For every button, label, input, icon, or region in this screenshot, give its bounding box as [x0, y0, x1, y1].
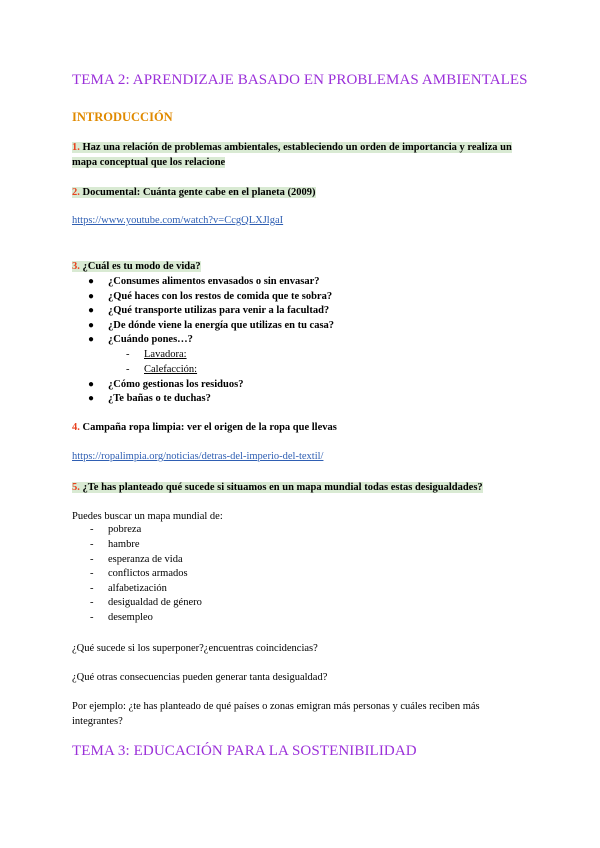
- intro-heading: INTRODUCCIÓN: [72, 110, 173, 124]
- paragraph-superponer: ¿Qué sucede si los superponer?¿encuentras coincidencias?: [72, 643, 318, 654]
- question-1-number: 1.: [72, 142, 80, 153]
- map-intro: Puedes buscar un mapa mundial de:: [72, 511, 223, 522]
- question-4-text: Campaña ropa limpia: ver el origen de la ropa que llevas: [82, 422, 337, 433]
- question-1: [72, 140, 532, 170]
- question-5-number: 5.: [72, 482, 80, 493]
- question-4-number: 4.: [72, 422, 80, 433]
- paragraph-ejemplo: Por ejemplo: ¿te has planteado de qué países o zonas emigran más personas y cuáles reciben más integrantes?: [72, 701, 480, 727]
- paragraph-consecuencias: ¿Qué otras consecuencias pueden generar tanta desigualdad?: [72, 672, 328, 683]
- question-3: [72, 259, 201, 274]
- question-2-text: Documental: Cuánta gente cabe en el planeta (2009): [82, 187, 316, 198]
- tema3-title: TEMA 3: EDUCACIÓN PARA LA SOSTENIBILIDAD: [72, 743, 417, 759]
- question-3-text: ¿Cuál es tu modo de vida?: [82, 261, 201, 272]
- ropalimpia-link[interactable]: https://ropalimpia.org/noticias/detras-del-imperio-del-textil/: [72, 451, 324, 462]
- question-4: [72, 420, 337, 435]
- question-2-number: 2.: [72, 187, 80, 198]
- question-1-text: Haz una relación de problemas ambientales, estableciendo un orden de importancia y realiza un mapa conceptual que los relacione: [72, 142, 512, 168]
- question-5-text: ¿Te has planteado qué sucede si situamos en un mapa mundial todas estas desigualdades?: [82, 482, 483, 493]
- document-page: TEMA 2: APRENDIZAJE BASADO EN PROBLEMAS AMBIENTALES INTRODUCCIÓN 1. Haz una relación de problemas ambientales, estableciendo un orden de importancia y realiza un mapa conceptual que los relacione 2. Documental: Cuánta gente cabe en el planeta (2009) https://www.youtube.com/watch?v=CcgQLXJlgaI 3. ¿Cuál es tu modo de vida? ● ¿Consumes alimentos envasados o sin envasar? ● ¿Qué haces con los restos de comida que te sobra? ● ¿Qué transporte utilizas para venir a la facultad? ● ¿De dónde viene la energía que utilizas en tu casa? ● ¿Cuándo pones…? - Lavadora: - Calefacción: ● ¿Cómo gestionas los residuos? ● ¿Te bañas o te duchas? 4. Campaña ropa limpia: ver el origen de la ropa que llevas https://ropalimpia.org/noticias/detras-del-imperio-del-textil/ 5. ¿Te has planteado qué sucede si situamos en un mapa mundial todas estas desigualdades? Puedes buscar un mapa mundial de: - pobreza - hambre - esperanza de vida - conflictos armados - alfabetización - desigualdad de género - desempleo ¿Qué sucede si los superponer?¿encuentras coincidencias? ¿Qué otras consecuencias pueden generar tanta desigualdad? Por ejemplo: ¿te has planteado de qué países o zonas emigran más personas y cuáles reciben más integrantes? TEMA 3: EDUCACIÓN PARA LA SOSTENIBILIDAD: [0, 0, 600, 848]
- question-5: [72, 480, 483, 495]
- tema2-title: TEMA 2: APRENDIZAJE BASADO EN PROBLEMAS AMBIENTALES: [72, 72, 528, 88]
- question-2: [72, 185, 316, 200]
- youtube-link[interactable]: https://www.youtube.com/watch?v=CcgQLXJlgaI: [72, 215, 284, 226]
- question-3-number: 3.: [72, 261, 80, 272]
